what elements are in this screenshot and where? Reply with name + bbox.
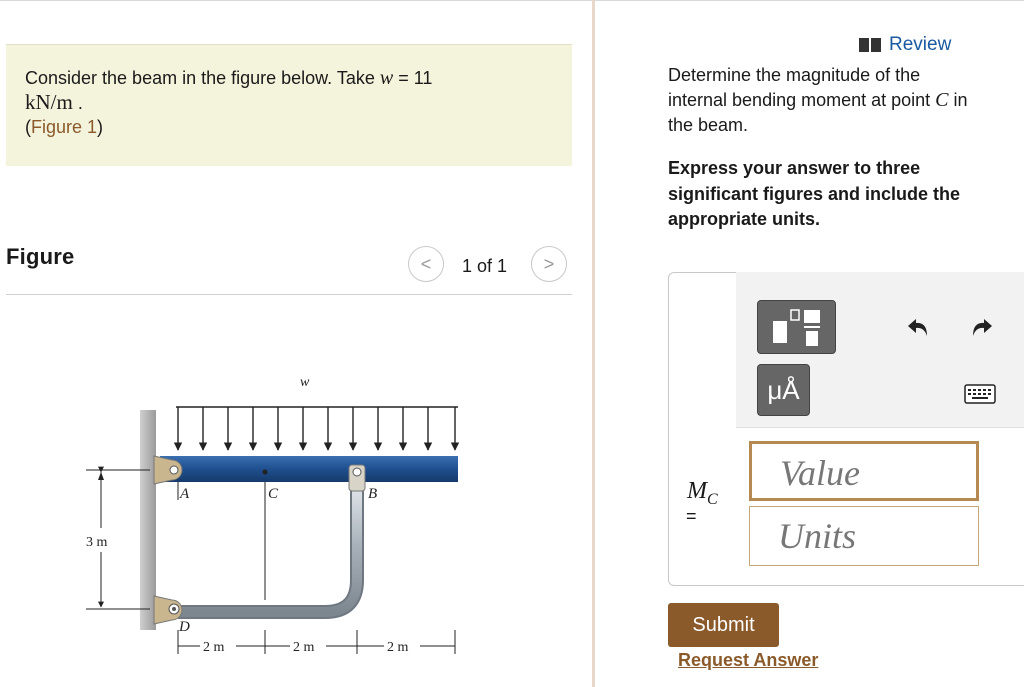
equals-sign: = <box>686 506 697 526</box>
figure-link[interactable]: Figure 1 <box>31 117 98 137</box>
w-value: = 11 <box>393 68 433 88</box>
height-label: 3 m <box>86 535 108 550</box>
point-c <box>263 470 268 475</box>
w-unit: kN/m <box>25 90 73 114</box>
templates-button[interactable] <box>757 300 836 354</box>
problem-statement <box>25 66 545 139</box>
chevron-right-icon: > <box>543 253 555 274</box>
units-button[interactable] <box>757 364 810 416</box>
figure-divider <box>6 294 572 295</box>
templates-icon <box>758 301 835 353</box>
figure-link-wrap: (Figure 1) <box>25 117 104 137</box>
figure-title: Figure <box>6 244 75 269</box>
keyboard-icon[interactable] <box>964 384 996 404</box>
symbol-m: M <box>687 478 707 504</box>
answer-instructions: Express your answer to three significant figures and include the appropriate units. <box>668 158 961 229</box>
beam <box>160 456 458 482</box>
next-figure-button[interactable] <box>531 246 567 282</box>
load-label-w: w <box>300 375 310 390</box>
redo-icon[interactable] <box>968 314 994 340</box>
question-part-1: Determine the magnitude of the internal bending moment at point <box>668 65 936 110</box>
units-icon: μÅ <box>767 374 800 405</box>
pane-divider[interactable] <box>592 0 595 687</box>
label-b: B <box>368 486 378 502</box>
answer-symbol <box>687 478 718 509</box>
value-input[interactable]: Value <box>749 441 979 501</box>
unit-period: . <box>72 93 83 113</box>
label-d: D <box>179 619 190 635</box>
request-answer-link[interactable]: Request Answer <box>678 650 819 670</box>
question-part-2: in the beam. <box>668 90 968 135</box>
units-input[interactable]: Units <box>749 506 979 566</box>
undo-icon[interactable] <box>906 314 932 340</box>
figure-pager: 1 of 1 <box>462 256 508 276</box>
prev-figure-button[interactable] <box>408 246 444 282</box>
span-label-1: 2 m <box>203 640 225 655</box>
span-label-3: 2 m <box>387 640 409 655</box>
beam-diagram <box>0 300 590 687</box>
w-variable: w <box>379 67 394 89</box>
symbol-subscript-c: C <box>707 490 718 508</box>
book-icon <box>859 37 881 53</box>
problem-text: Consider the beam in the figure below. Take <box>25 68 380 88</box>
label-c: C <box>268 486 279 502</box>
chevron-left-icon: < <box>420 253 432 274</box>
review-link[interactable] <box>859 34 951 56</box>
distributed-load <box>176 407 458 450</box>
review-label: Review <box>889 34 952 55</box>
question-text <box>668 63 968 138</box>
label-a: A <box>180 486 190 502</box>
span-label-2: 2 m <box>293 640 315 655</box>
point-c-symbol: C <box>935 89 949 111</box>
submit-button[interactable]: Submit <box>668 603 779 647</box>
top-rule <box>0 0 1024 1</box>
